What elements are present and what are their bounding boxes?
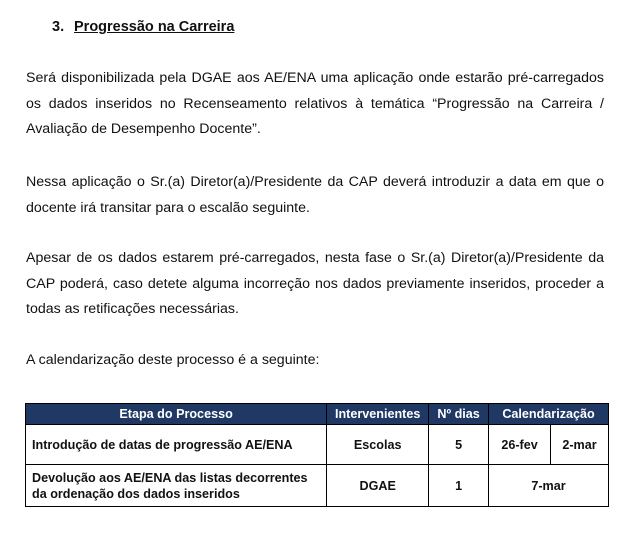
table-row — [26, 465, 609, 507]
cell-etapa: Devolução aos AE/ENA das listas decorrentes da ordenação dos dados inseridos — [26, 465, 327, 507]
cell-dias: 1 — [429, 465, 489, 507]
cell-etapa: Introdução de datas de progressão AE/ENA — [26, 425, 327, 465]
paragraph-application: Nessa aplicação o Sr.(a) Diretor(a)/Presidente da CAP deverá introduzir a data em que o docente irá transitar para o escalão seguinte. — [26, 174, 604, 216]
schedule-table — [25, 403, 609, 507]
cell-inicio: 26-fev — [489, 425, 551, 465]
cell-data: 7-mar — [489, 465, 609, 507]
cell-fim: 2-mar — [551, 425, 609, 465]
section-heading — [52, 19, 234, 35]
paragraph-corrections: Apesar de os dados estarem pré-carregados, nesta fase o Sr.(a) Diretor(a)/Presidente da CAP poderá, caso detete alguma incorreção nos dados previamente inseridos, proceder a todas as retificações necessárias. — [26, 250, 604, 317]
header-etapa: Etapa do Processo — [26, 404, 327, 425]
paragraph-schedule-intro: A calendarização deste processo é a seguinte: — [26, 352, 320, 368]
cell-intervenientes: DGAE — [327, 465, 429, 507]
header-calendarizacao: Calendarização — [489, 404, 609, 425]
cell-dias: 5 — [429, 425, 489, 465]
header-intervenientes: Intervenientes — [327, 404, 429, 425]
header-dias: Nº dias — [429, 404, 489, 425]
paragraph-intro: Será disponibilizada pela DGAE aos AE/ENA uma aplicação onde estarão pré-carregados os dados inseridos no Recenseamento relativos à temática “Progressão na Carreira / Avaliação de Desempenho Docente”. — [26, 70, 604, 137]
table-row — [26, 425, 609, 465]
section-title: Progressão na Carreira — [74, 19, 235, 35]
table-header-row — [26, 404, 609, 425]
section-number: 3. — [52, 19, 65, 35]
cell-intervenientes: Escolas — [327, 425, 429, 465]
